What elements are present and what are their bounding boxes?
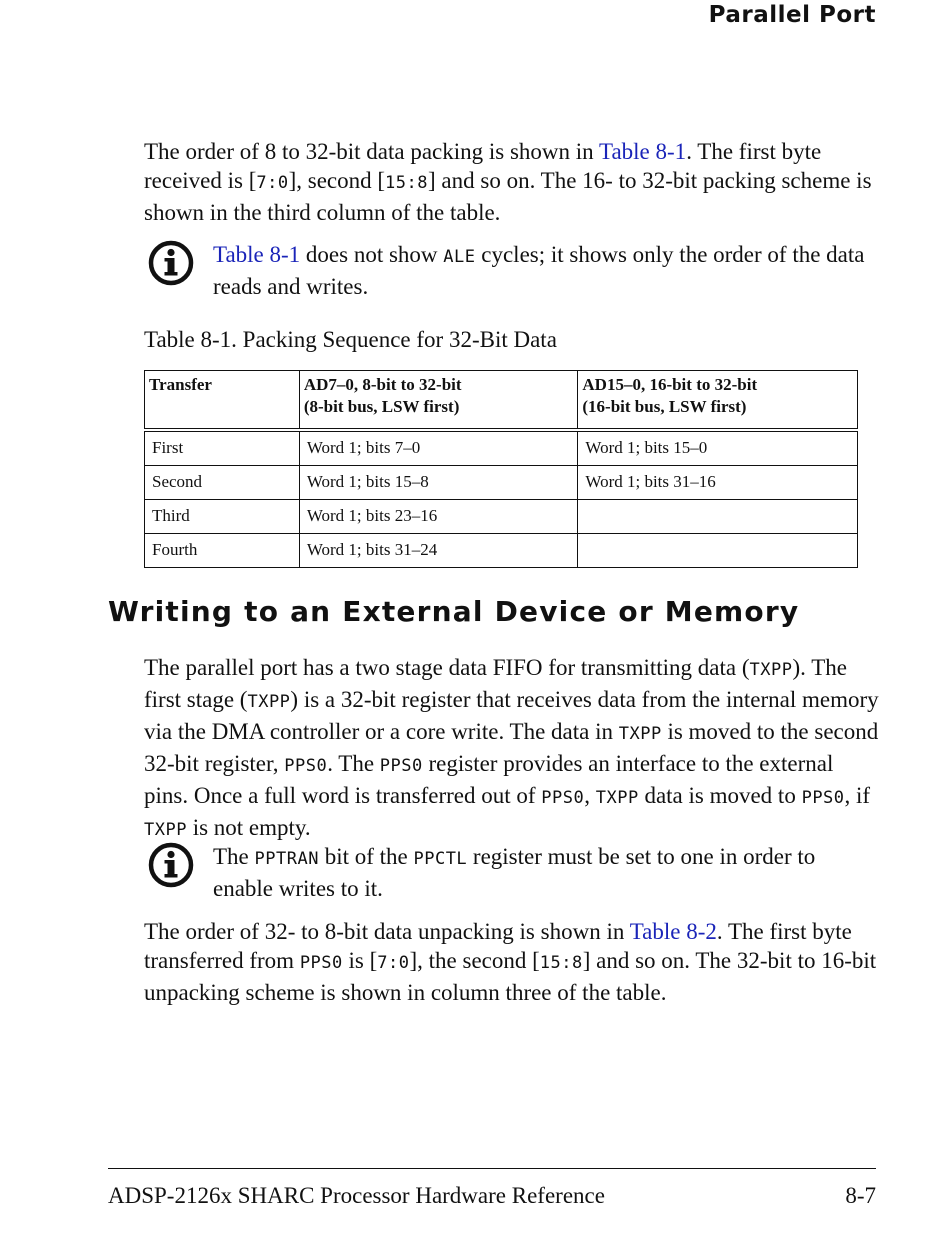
header-transfer: Transfer: [145, 371, 300, 431]
table-cell: Word 1; bits 15–0: [578, 430, 858, 466]
table-cell: First: [145, 430, 300, 466]
table-row: [145, 534, 858, 568]
note-pptran-text: The PPTRAN bit of the PPCTL register must be set to one in order to enable writes to it.: [213, 844, 816, 901]
header-8bit: AD7–0, 8-bit to 32-bit (8-bit bus, LSW first): [299, 371, 578, 431]
table-cell: Word 1; bits 7–0: [299, 430, 578, 466]
note-ale-text: Table 8-1 does not show ALE cycles; it shows only the order of the data reads and writes.: [213, 242, 865, 299]
fifo-paragraph: The parallel port has a two stage data FIFO for transmitting data (TXPP). The first stage (TXPP) is a 32-bit register that receives data from the internal memory via the DMA controller or a core write. The data in TXPP is moved to the second 32-bit register, PPS0. The PPS0 register provides an interface to the external pins. Once a full word is transferred out of PPS0, TXPP data is moved to PPS0, if TXPP is not empty.: [144, 655, 879, 840]
table-cell: Word 1; bits 31–24: [299, 534, 578, 568]
footer-page-number: 8-7: [845, 1183, 876, 1208]
table-cell: [578, 500, 858, 534]
info-icon: [148, 842, 194, 888]
packing-table: [144, 370, 858, 568]
intro-paragraph: The order of 8 to 32-bit data packing is shown in Table 8-1. The first byte received is [7:0], second [15:8] and so on. The 16- to 32-bit packing scheme is shown in the third column of the table.: [144, 139, 872, 225]
table-row: [145, 430, 858, 466]
table-cell: [578, 534, 858, 568]
table-cell: Second: [145, 466, 300, 500]
table-8-2-link[interactable]: Table 8-2: [629, 919, 717, 944]
page-header-title: Parallel Port: [708, 2, 876, 28]
table-8-1-link[interactable]: Table 8-1: [599, 139, 687, 164]
table-caption: Table 8-1. Packing Sequence for 32-Bit Data: [144, 327, 557, 352]
footer-divider: [108, 1168, 876, 1169]
info-icon: [148, 240, 194, 286]
header-16bit: AD15–0, 16-bit to 32-bit (16-bit bus, LSW first): [578, 371, 858, 431]
table-row: [145, 500, 858, 534]
table-cell: Fourth: [145, 534, 300, 568]
table-cell: Third: [145, 500, 300, 534]
table-row: [145, 466, 858, 500]
unpacking-paragraph: The order of 32- to 8-bit data unpacking is shown in Table 8-2. The first byte transferred from PPS0 is [7:0], the second [15:8] and so on. The 32-bit to 16-bit unpacking scheme is shown in column three of the table.: [144, 919, 877, 1005]
table-cell: Word 1; bits 15–8: [299, 466, 578, 500]
table-8-1-link[interactable]: Table 8-1: [213, 242, 301, 267]
table-header-row: [145, 371, 858, 431]
footer-book-title: ADSP-2126x SHARC Processor Hardware Reference: [108, 1183, 605, 1208]
section-heading: Writing to an External Device or Memory: [108, 595, 800, 628]
table-cell: Word 1; bits 31–16: [578, 466, 858, 500]
table-cell: Word 1; bits 23–16: [299, 500, 578, 534]
